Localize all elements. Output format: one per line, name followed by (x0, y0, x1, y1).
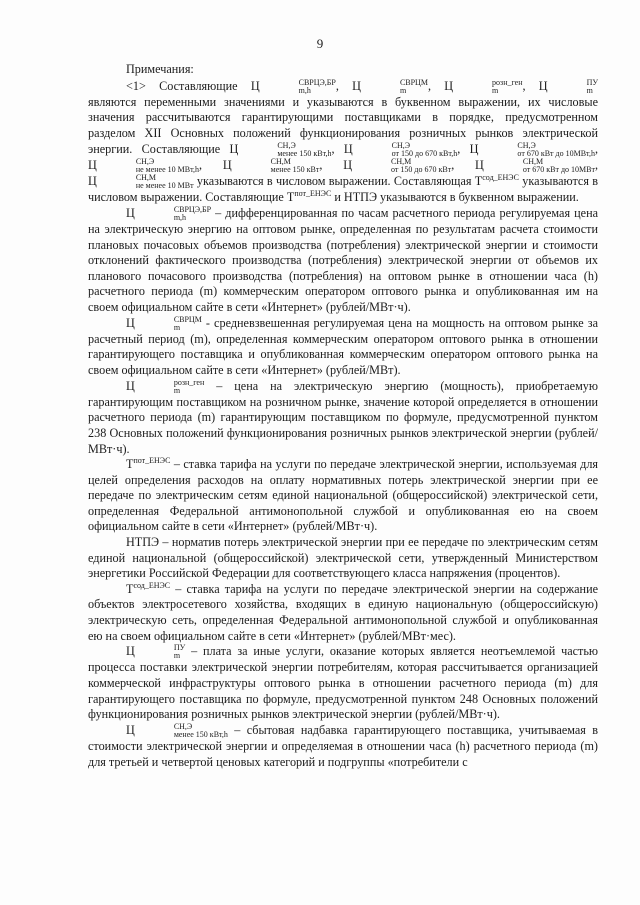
definition-symbol: Ц СВРЦМ m (126, 314, 202, 332)
symbol-sn-e-2: Ц СН,Э от 150 до 670 кВт,h (343, 140, 458, 158)
definition-paragraph (88, 316, 598, 379)
definition-text: - средневзвешенная регулируемая цена на мощность на оптовом рынке за расчетный период (m), определенная коммерческим оператором оптового рынка в отношении гарантирующего поставщика и опубликованная коммерческим оператором оптового рынка на своем официальном сайте в сети «Интернет» (рублей/МВт). (88, 315, 598, 377)
symbol-svrcm: Ц СВРЦМ m (352, 77, 428, 95)
definition-symbol: $Т^{сод\_ЕНЭС}$ (126, 580, 171, 596)
definition-text: – ставка тарифа на услуги по передаче электрической энергии, используемая для целей определения расходов на оплату нормативных потерь электрической энергии при ее передаче по электрическим сетям единой национальной (общероссийской) электрической сети, определенная Федеральной антимонопольной службой и опубликованная ею на своем официальном сайте в сети «Интернет» (рублей/МВт·ч). (88, 457, 599, 534)
intro-text-1: являются переменными значениями и указываются в буквенном выражении, их числовые значения рассчитываются гарантирующими поставщиками в порядке, предусмотренном разделом XII Основных положений функционирования розничных рынков электрической энергии. Составляющие (88, 94, 598, 156)
notes-intro-paragraph: <1> Составляющие Ц СВРЦЭ,БР m,h , Ц СВРЦМ m , Ц розн_ген m , Ц ПУ m являются переменными значениями и указываются в буквенном выражении, их числовые значения рассчитываются гарантирующими поставщиками в порядке, предусмотренном разделом XII Основных положений функционирования розничных рынков электрической энергии. Составляющие Ц СН,Э менее 150 кВт,h , Ц СН,Э от 150 до 670 кВт,h , Ц СН,Э от 670 кВт до 10МВт,h , Ц СН,Э не менее 10 МВт,h , Ц СН,М менее 150 кВт , Ц СН,М от 150 до 670 кВт , Ц СН,М от 670 кВт до 10МВт , Ц СН,М не менее 10 МВт указываются в числовом выражении. Составляющая $Т^{сод\_ЕНЭС}$ указываются в числовом выражении. Составляющие $Т^{пот\_ЕНЭС}$ и НТПЭ указываются в буквенном выражении. (88, 77, 599, 205)
intro-lead: Составляющие (159, 78, 238, 93)
symbol-svrce-br: Ц СВРЦЭ,БР m,h (250, 77, 336, 95)
definition-paragraph (88, 723, 598, 770)
page-number: 9 (316, 36, 324, 51)
definition-symbol: Ц СН,Э менее 150 кВт,h (126, 722, 228, 740)
definition-text: – норматив потерь электрической энергии при ее передаче по электрическим сетям единой национальной (общероссийской) электрической сети, утвержденный Министерством энергетики Российской Федерации для соответствующего класса напряжения (процентов). (88, 535, 598, 581)
definition-text: – дифференцированная по часам расчетного периода регулируемая цена на электрическую энергию на оптовом рынке, определенная по результатам расчета стоимости плановых почасовых объемов производства (потребления) электрической энергии и стоимости отклонений фактического производства (потребления) электрической энергии от объемов их планового почасового производства (потребления) на оптовом рынке в отношении часа (h) расчетного периода (m) коммерческим оператором оптового рынка и опубликованная им на своем официальном сайте в сети «Интернет» (рублей/МВт·ч). (88, 205, 599, 314)
footnote-marker: <1> (126, 78, 146, 93)
intro-text-3: указываются в числовом выражении. Составляющие (88, 173, 599, 205)
symbol-t-pot: $Т^{пот\_ЕНЭС}$ (286, 189, 332, 205)
definition-text: – ставка тарифа на услуги по передаче электрической энергии на содержание объектов электросетевого хозяйства, входящих в единую национальную (общероссийскую) электрическую сеть, определенная Федеральной антимонопольной службой и опубликованная ею на своем официальном сайте в сети «Интернет» (рублей/МВт·мес). (88, 581, 598, 643)
symbol-pu: Ц ПУ m (538, 77, 599, 95)
definition-symbol: Ц ПУ m (126, 643, 186, 661)
symbol-sn-e-1: Ц СН,Э менее 150 кВт,h (229, 140, 332, 158)
symbol-rozn-gen: Ц розн_ген m (444, 77, 523, 95)
definition-symbol: Ц СВРЦЭ,БР m,h (126, 204, 212, 222)
notes-content (88, 62, 598, 770)
definition-paragraph (88, 206, 598, 316)
definition-paragraph (88, 644, 598, 723)
definition-text: – плата за иные услуги, оказание которых является неотъемлемой частью процесса поставки электрической энергии потребителям, которая рассчитывается организацией коммерческой инфраструктуры оптового рынка в отношении расчетного периода (m) для гарантирующего поставщика по формуле, предусмотренной пунктом 248 Основных положений функционирования розничных рынков электрической энергии (рублей/МВт·ч). (88, 644, 599, 722)
definition-symbol: НТПЭ (126, 535, 160, 550)
definition-text: – сбытовая надбавка гарантирующего поставщика, учитываемая в стоимости электрической энергии и определяемая в отношении часа (h) расчетного периода (m) для третьей и четвертой ценовых категорий и подгруппы «потребители с (88, 722, 599, 769)
definition-text: – цена на электрическую энергию (мощность), приобретаемую гарантирующим поставщиком на розничном рынке, значение которой определяется в отношении расчетного периода (m) гарантирующим поставщиком по формуле, предусмотренной пунктом 238 Основных положений функционирования розничных рынков электрической энергии (рублей/МВт·ч). (88, 378, 598, 456)
symbol-sn-m-4: Ц СН,М не менее 10 МВт (88, 173, 194, 191)
definition-symbol: Ц розн_ген m (126, 377, 205, 395)
definition-paragraph (88, 379, 598, 458)
symbol-sn-e-4: Ц СН,Э не менее 10 МВт,h (88, 156, 199, 174)
definition-symbol: $Т^{пот\_ЕНЭС}$ (126, 456, 171, 472)
symbol-sn-e-3: Ц СН,Э от 670 кВт до 10МВт,h (469, 140, 595, 158)
symbol-sn-m-1: Ц СН,М менее 150 кВт (222, 156, 320, 174)
definition-paragraph (88, 535, 598, 582)
definition-paragraph (88, 457, 598, 535)
symbol-sn-m-3: Ц СН,М от 670 кВт до 10МВт (475, 156, 595, 174)
symbol-t-sod: $Т^{сод\_ЕНЭС}$ (474, 172, 519, 188)
notes-heading (88, 62, 598, 78)
definition-paragraph (88, 582, 598, 644)
intro-text-4: и НТПЭ указываются в буквенном выражении. (334, 190, 579, 205)
intro-text-2: указываются в числовом выражении. Составляющая (196, 173, 472, 188)
notes-heading-text: Примечания: (126, 62, 194, 76)
symbol-sn-m-2: Ц СН,М от 150 до 670 кВт (343, 156, 452, 174)
